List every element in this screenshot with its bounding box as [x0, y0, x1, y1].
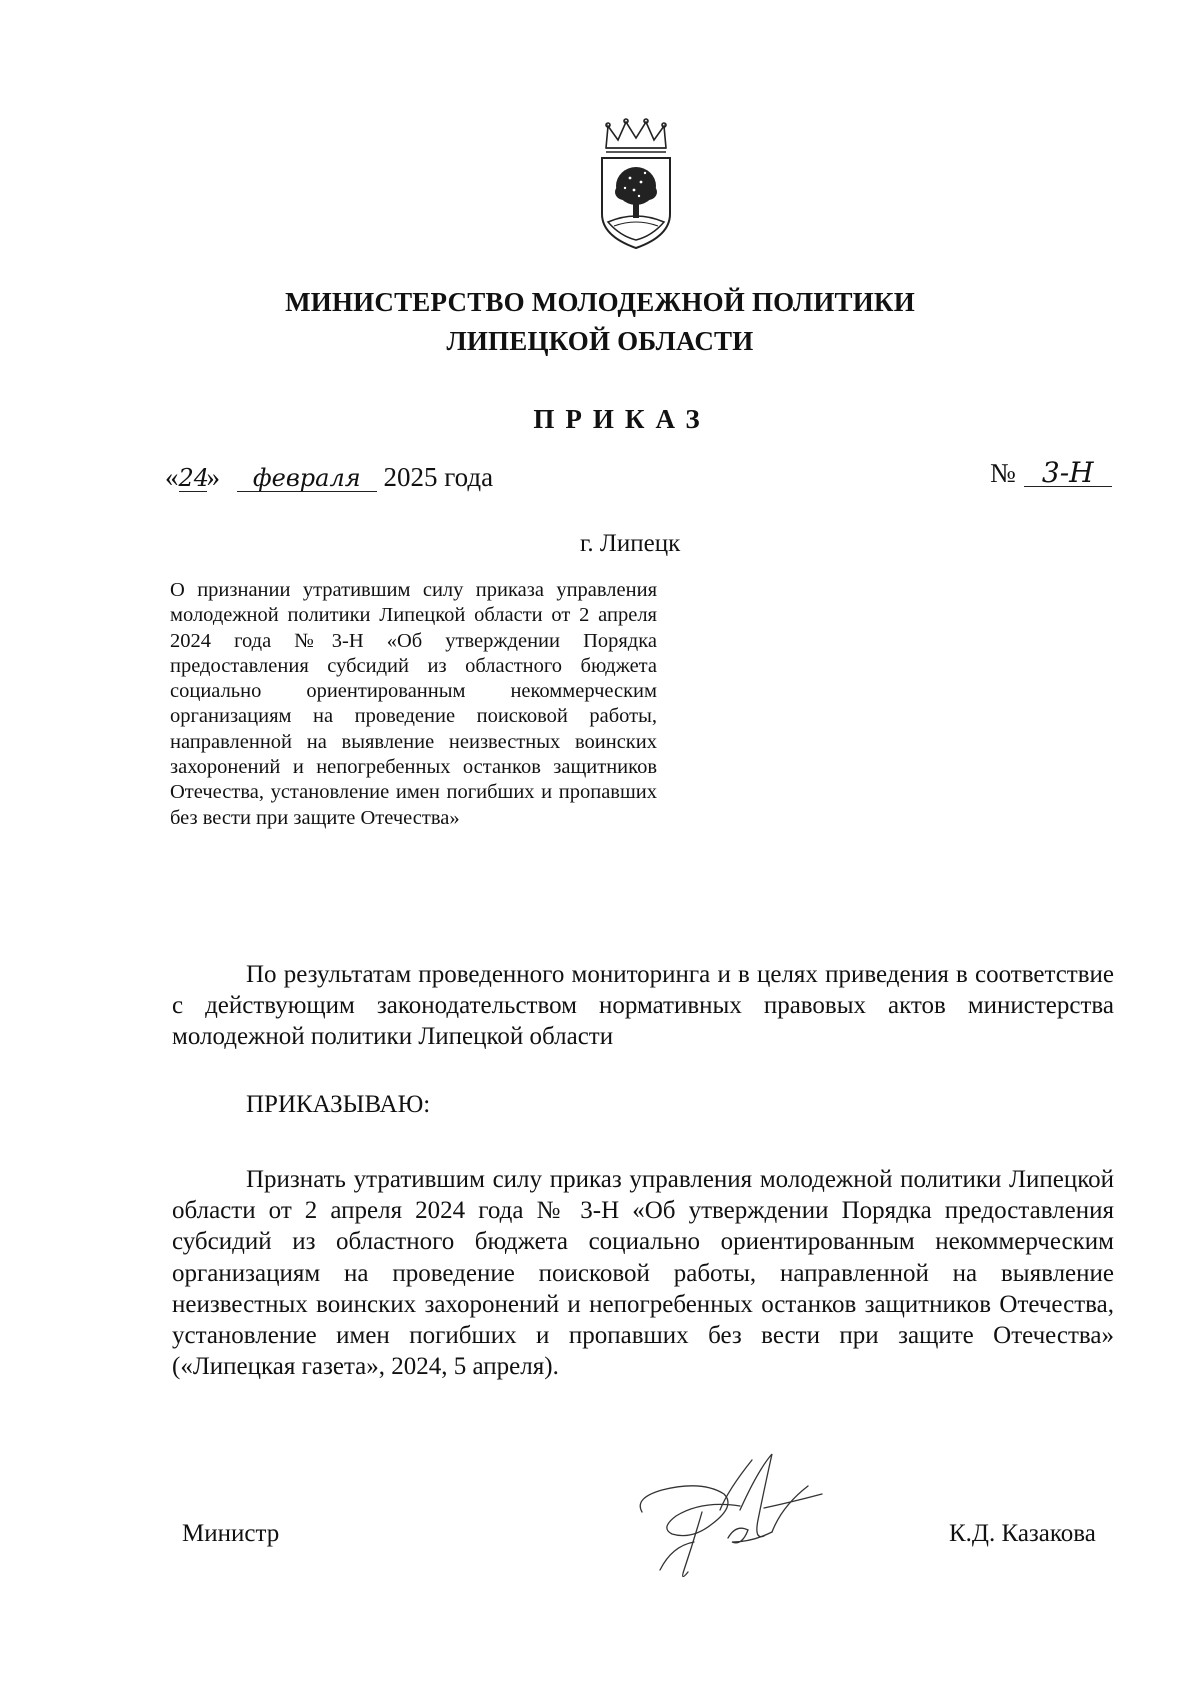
document-number: [990, 458, 1112, 489]
document-subject: О признании утратившим силу приказа управления молодежной политики Липецкой области от 2 апреля 2024 года №3-Н «Об утверждении Порядка предоставления субсидий из областного бюджета социально ориентированным некоммерческим организациям на проведение поисковой работы, направленной на выявление неизвестных воинских захоронений и непогребенных останков защитников Отечества, установление имен погибших и пропавших без вести при защите Отечества»: [170, 579, 657, 829]
document-city: г. Липецк: [580, 530, 681, 557]
number-value-handwritten: 3-Н: [1024, 460, 1112, 487]
order-keyword: ПРИКАЗЫВАЮ:: [246, 1091, 431, 1118]
date-open-quote: «: [165, 462, 179, 492]
preamble-paragraph: По результатам проведенного мониторинга и в целях приведения в соответствие с действующим законодательством нормативных правовых актов министерства молодежной политики Липецкой области: [172, 961, 1114, 1051]
decision-paragraph: Признать утратившим силу приказ управления молодежной политики Липецкой области от 2 апреля 2024 года № 3-Н «Об утверждении Порядка предоставления субсидий из областного бюджета социально ориентированным некоммерческим организациям на проведение поисковой работы, направленной на выявление неизвестных воинских захоронений и непогребенных останков защитников Отечества, установление имен погибших и пропавших без вести при защите Отечества» («Липецкая газета», 2024, 5 апреля).: [172, 1166, 1114, 1381]
organization-name-line1: МИНИСТЕРСТВО МОЛОДЕЖНОЙ ПОЛИТИКИ: [285, 287, 915, 317]
date-month-handwritten: февраля: [237, 465, 377, 492]
coat-of-arms-icon: [596, 118, 676, 250]
organization-name-line2: ЛИПЕЦКОЙ ОБЛАСТИ: [446, 326, 754, 356]
document-date: [165, 462, 493, 493]
signer-name: К.Д. Казакова: [949, 1520, 1096, 1547]
date-day-handwritten: 24: [178, 464, 210, 492]
document-type-title: ПРИКАЗ: [533, 404, 711, 434]
date-year: 2025 года: [383, 462, 494, 492]
number-prefix: №: [990, 458, 1016, 488]
signer-position: Министр: [182, 1520, 280, 1547]
date-close-quote: »: [206, 462, 220, 492]
handwritten-signature: [632, 1450, 847, 1590]
